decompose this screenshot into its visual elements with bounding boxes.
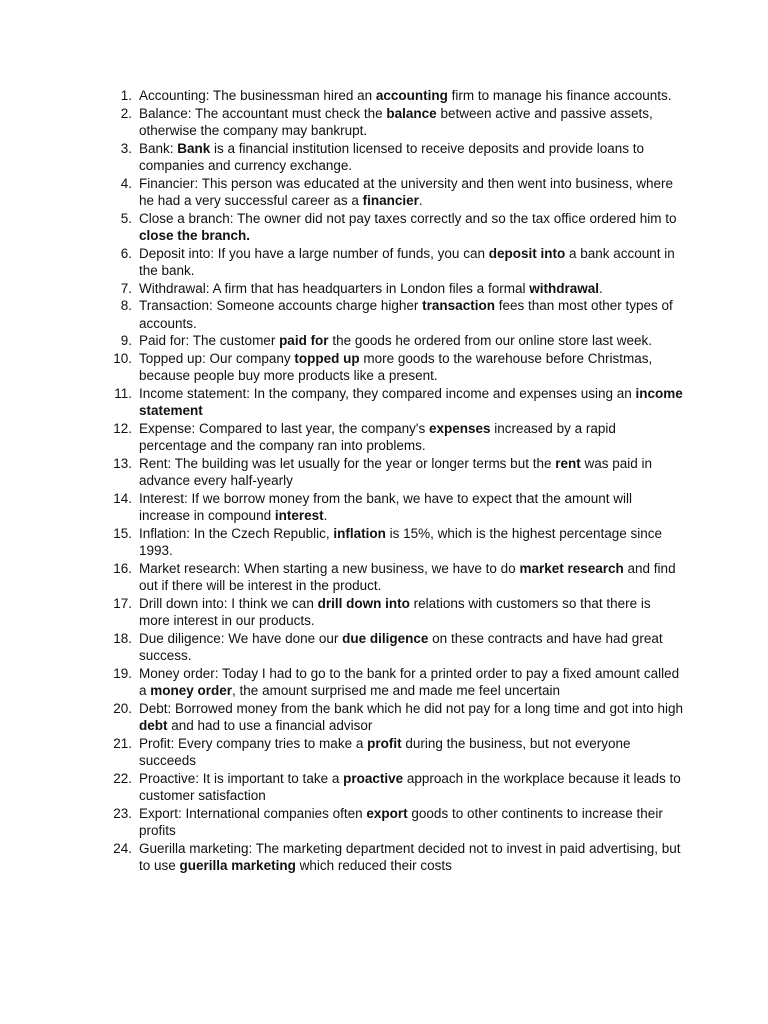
highlighted-term: Bank: [177, 140, 211, 156]
list-item-number: 6.: [120, 245, 132, 261]
list-item: [104, 630, 684, 665]
text-segment: Deposit into: If you have a large number of funds, you can: [139, 245, 489, 261]
highlighted-term: drill down into: [317, 595, 410, 611]
highlighted-term: interest: [274, 508, 324, 523]
text-segment: .: [598, 280, 603, 296]
list-item-number: 22.: [113, 770, 132, 786]
highlighted-term: balance: [386, 105, 437, 121]
list-item: [104, 665, 684, 700]
text-segment: Accounting: The businessman hired an: [139, 88, 376, 103]
list-item: [104, 175, 684, 210]
text-segment: goods to other continents to increase their profits: [139, 805, 663, 838]
list-item: [104, 105, 684, 140]
highlighted-term: market research: [519, 560, 624, 576]
text-segment: Drill down into: I think we can: [139, 595, 318, 611]
text-segment: is a financial institution licensed to receive deposits and provide loans to companies and currency exchange.: [139, 140, 645, 173]
text-segment: Debt: Borrowed money from the bank which he did not pay for a long time and got into high: [139, 700, 684, 716]
list-item: [104, 245, 684, 280]
list-item-text: [139, 561, 676, 594]
list-item-number: 24.: [113, 840, 132, 856]
list-item: [104, 332, 684, 350]
list-item-text: [139, 298, 673, 331]
list-item-text: [139, 526, 662, 559]
list-item-text: [139, 246, 675, 279]
list-item-text: [139, 386, 683, 419]
list-item: [104, 420, 684, 455]
list-item: [104, 455, 684, 490]
list-item-text: [139, 88, 672, 103]
highlighted-term: close the branch.: [139, 228, 251, 243]
list-item-number: 12.: [113, 420, 132, 436]
text-segment: which reduced their costs: [295, 858, 452, 873]
list-item-text: [139, 333, 652, 348]
highlighted-term: paid for: [279, 333, 329, 348]
highlighted-term: accounting: [375, 88, 448, 103]
text-segment: .: [323, 508, 328, 523]
list-item: [104, 735, 684, 770]
text-segment: Income statement: In the company, they compared income and expenses using an: [139, 385, 636, 401]
highlighted-term: due diligence: [342, 630, 429, 646]
text-segment: was paid in advance every half-yearly: [139, 455, 653, 488]
list-item: [104, 490, 684, 525]
text-segment: Profit: Every company tries to make a: [139, 735, 368, 751]
list-item-number: 2.: [120, 105, 132, 121]
list-item: [104, 560, 684, 595]
list-item-number: 9.: [120, 333, 132, 348]
text-segment: Transaction: Someone accounts charge higher: [139, 298, 423, 313]
text-segment: Market research: When starting a new business, we have to do: [139, 560, 520, 576]
highlighted-term: topped up: [294, 350, 360, 366]
text-segment: between active and passive assets, otherwise the company may bankrupt.: [139, 105, 653, 138]
highlighted-term: inflation: [333, 525, 386, 541]
text-segment: is 15%, which is the highest percentage since 1993.: [139, 525, 663, 558]
text-segment: a bank account in the bank.: [139, 245, 675, 278]
list-item-number: 23.: [113, 805, 132, 821]
list-item-text: [139, 211, 677, 244]
text-segment: Export: International companies often: [139, 805, 367, 821]
text-segment: during the business, but not everyone succeeds: [139, 735, 631, 768]
text-segment: Money order: Today I had to go to the bank for a printed order to pay a fixed amount called a: [139, 665, 680, 698]
list-item-text: [139, 666, 679, 699]
list-item-number: 7.: [120, 280, 132, 296]
text-segment: Financier: This person was educated at the university and then went into business, where he had a very successful career as a: [139, 175, 674, 208]
list-item-text: [139, 596, 651, 629]
highlighted-term: expenses: [428, 420, 491, 436]
list-item: [104, 840, 684, 875]
list-item-text: [139, 421, 616, 454]
highlighted-term: guerilla marketing: [179, 858, 296, 873]
list-item-text: [139, 631, 663, 664]
list-item-text: [139, 491, 632, 524]
list-item-text: [139, 176, 673, 209]
list-item-number: 17.: [113, 595, 132, 611]
text-segment: Expense: Compared to last year, the company's: [139, 420, 429, 436]
text-segment: Close a branch: The owner did not pay taxes correctly and so the tax office ordered him to: [139, 210, 677, 226]
highlighted-term: money order: [150, 683, 233, 698]
list-item-text: [139, 841, 681, 874]
list-item-number: 16.: [113, 560, 132, 576]
list-item: [104, 210, 684, 245]
highlighted-term: transaction: [422, 298, 495, 313]
highlighted-term: financier: [362, 193, 419, 208]
text-segment: Balance: The accountant must check the: [139, 105, 387, 121]
list-item-number: 14.: [113, 490, 132, 506]
list-item-number: 5.: [120, 210, 132, 226]
highlighted-term: income statement: [139, 385, 683, 418]
list-item: [104, 805, 684, 840]
highlighted-term: deposit into: [488, 245, 566, 261]
text-segment: Withdrawal: A firm that has headquarters in London files a formal: [139, 280, 530, 296]
text-segment: relations with customers so that there is more interest in our products.: [139, 595, 651, 628]
text-segment: approach in the workplace because it leads to customer satisfaction: [139, 770, 681, 803]
highlighted-term: withdrawal: [529, 280, 599, 296]
text-segment: Guerilla marketing: The marketing department decided not to invest in paid advertising, but to use: [139, 840, 681, 873]
list-item-text: [139, 771, 681, 804]
highlighted-term: export: [366, 805, 408, 821]
text-segment: Rent: The building was let usually for the year or longer terms but the: [139, 455, 556, 471]
text-segment: Due diligence: We have done our: [139, 630, 343, 646]
list-item-text: [139, 701, 683, 734]
term-definition-list: [104, 87, 684, 875]
text-segment: .: [418, 193, 423, 208]
list-item-text: [139, 806, 663, 839]
list-item-number: 19.: [113, 665, 132, 681]
list-item: [104, 350, 684, 385]
list-item: [104, 87, 684, 105]
text-segment: on these contracts and have had great success.: [139, 630, 663, 663]
highlighted-term: rent: [555, 455, 581, 471]
list-item-number: 11.: [114, 385, 132, 401]
list-item-text: [139, 106, 653, 139]
list-item-text: [139, 351, 652, 384]
text-segment: Paid for: The customer: [139, 333, 280, 348]
list-item-text: [139, 736, 631, 769]
list-item-text: [139, 456, 652, 489]
list-item: [104, 297, 684, 332]
text-segment: and had to use a financial advisor: [167, 718, 373, 733]
text-segment: fees than most other types of accounts.: [139, 298, 673, 331]
highlighted-term: proactive: [343, 770, 404, 786]
list-item-number: 20.: [113, 700, 132, 716]
list-item-text: [139, 141, 644, 174]
list-item-number: 1.: [120, 88, 132, 103]
highlighted-term: profit: [367, 735, 402, 751]
list-item-number: 15.: [113, 525, 132, 541]
text-segment: Proactive: It is important to take a: [139, 770, 344, 786]
text-segment: more goods to the warehouse before Christmas, because people buy more products like a present.: [139, 350, 653, 383]
list-item: [104, 700, 684, 735]
list-item: [104, 280, 684, 298]
text-segment: firm to manage his finance accounts.: [447, 88, 672, 103]
list-item-number: 4.: [120, 175, 132, 191]
list-item: [104, 770, 684, 805]
list-item-number: 21.: [113, 735, 132, 751]
list-item: [104, 525, 684, 560]
list-item: [104, 385, 684, 420]
list-item-text: [139, 281, 603, 296]
list-item-number: 10.: [113, 350, 132, 366]
text-segment: Bank:: [139, 140, 178, 156]
list-item-number: 13.: [113, 455, 132, 471]
text-segment: Interest: If we borrow money from the bank, we have to expect that the amount will increase in compound: [139, 490, 632, 523]
text-segment: Inflation: In the Czech Republic,: [139, 525, 334, 541]
list-item: [104, 595, 684, 630]
highlighted-term: debt: [139, 718, 168, 733]
text-segment: , the amount surprised me and made me feel uncertain: [232, 683, 560, 698]
list-item: [104, 140, 684, 175]
text-segment: Topped up: Our company: [139, 350, 295, 366]
list-item-number: 3.: [120, 140, 132, 156]
text-segment: and find out if there will be interest in the product.: [139, 560, 676, 593]
text-segment: increased by a rapid percentage and the company ran into problems.: [139, 420, 616, 453]
list-item-number: 18.: [113, 630, 132, 646]
list-item-number: 8.: [120, 298, 132, 313]
text-segment: the goods he ordered from our online store last week.: [328, 333, 652, 348]
